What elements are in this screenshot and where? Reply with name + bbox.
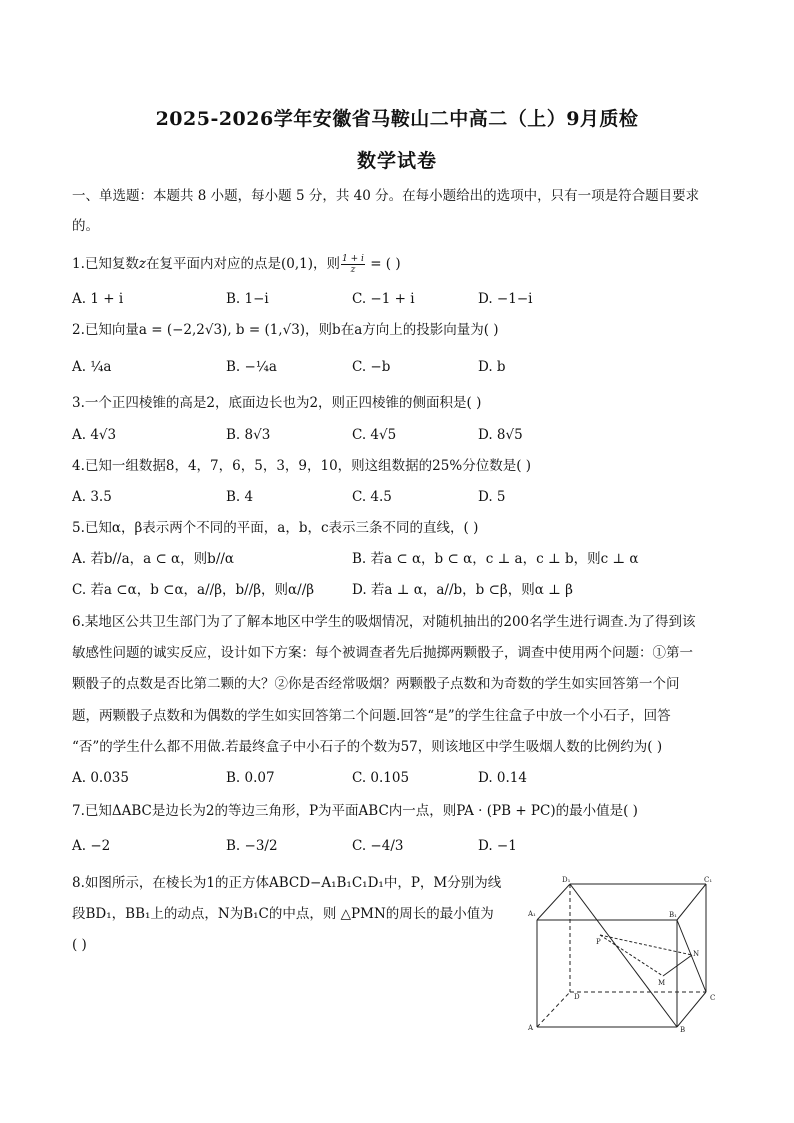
question-7-option-b: B. −3/2 bbox=[226, 838, 278, 854]
question-2-option-a: A. ¼a bbox=[72, 359, 112, 375]
label-a1: A₁ bbox=[528, 910, 536, 918]
question-1-stem: 1.已知复数z在复平面内对应的点是(0,1)，则 $\frac{1 + i}{z}$ = ( ) bbox=[72, 254, 401, 275]
question-7-option-d: D. −1 bbox=[478, 838, 517, 854]
fraction: $\frac{1 + i}{z}$ bbox=[342, 254, 364, 275]
question-4-option-b: B. 4 bbox=[226, 489, 254, 505]
question-2-option-c: C. −b bbox=[352, 359, 391, 375]
question-1-option-c: C. −1 + i bbox=[352, 291, 415, 307]
question-2-option-d: D. b bbox=[478, 359, 506, 375]
question-1-option-a: A. 1 + i bbox=[72, 291, 124, 307]
question-6-line-2: 敏感性问题的诚实反应，设计如下方案：每个被调查者先后抛掷两颗骰子，调查中使用两个问题：①第一 bbox=[72, 645, 693, 661]
question-6-option-a: A. 0.035 bbox=[72, 770, 129, 786]
section-intro-line2: 的。 bbox=[72, 218, 99, 234]
question-6-option-b: B. 0.07 bbox=[226, 770, 275, 786]
question-4-stem: 4.已知一组数据8，4，7，6，5，3，9，10，则这组数据的25%分位数是( ) bbox=[72, 458, 532, 474]
question-7-option-a: A. −2 bbox=[72, 838, 111, 854]
question-5-option-d: D. 若a ⊥ α，a//b，b ⊂β，则α ⊥ β bbox=[352, 582, 573, 598]
label-a: A bbox=[528, 1024, 534, 1032]
exam-subtitle: 数学试卷 bbox=[356, 150, 437, 172]
question-5-option-c: C. 若a ⊂α，b ⊂α，a//β，b//β，则α//β bbox=[72, 582, 315, 598]
question-5-option-b: B. 若a ⊂ α，b ⊂ α，c ⊥ a，c ⊥ b，则c ⊥ α bbox=[352, 551, 639, 567]
question-8-line-2: 段BD₁，BB₁上的动点，N为B₁C的中点，则 △PMN的周长的最小值为 bbox=[72, 906, 494, 922]
question-3-stem: 3.一个正四棱锥的高是2，底面边长也为2，则正四棱锥的侧面积是( ) bbox=[72, 395, 482, 411]
label-n: N bbox=[693, 950, 700, 958]
label-b: B bbox=[680, 1026, 686, 1034]
question-3-option-a: A. 4√3 bbox=[72, 427, 117, 443]
question-2-stem: 2.已知向量a = (−2,2√3), b = (1,√3)，则b在a方向上的投影向量为( ) bbox=[72, 322, 499, 338]
question-4-option-c: C. 4.5 bbox=[352, 489, 392, 505]
question-1-option-d: D. −1−i bbox=[478, 291, 533, 307]
label-d: D bbox=[574, 993, 580, 1001]
question-3-option-d: D. 8√5 bbox=[478, 427, 523, 443]
question-6-line-3: 颗骰子的点数是否比第二颗的大？②你是否经常吸烟？两颗骰子点数和为奇数的学生如实回答第一个问 bbox=[72, 676, 680, 692]
question-4-option-a: A. 3.5 bbox=[72, 489, 112, 505]
label-d1: D₁ bbox=[562, 876, 571, 884]
label-p: P bbox=[596, 938, 601, 946]
question-7-stem: 7.已知ΔABC是边长为2的等边三角形，P为平面ABC内一点，则PA · (PB + PC)的最小值是( ) bbox=[72, 803, 638, 819]
section-intro-line1: 一、单选题：本题共 8 小题，每小题 5 分，共 40 分。在每小题给出的选项中，只有一项是符合题目要求 bbox=[72, 188, 700, 204]
question-6-line-5: “否”的学生什么都不用做.若最终盒子中小石子的个数为57，则该地区中学生吸烟人数的比例约为( ) bbox=[72, 739, 663, 755]
question-1-option-b: B. 1−i bbox=[226, 291, 269, 307]
question-8-line-1: 8.如图所示，在棱长为1的正方体ABCD−A₁B₁C₁D₁中，P，M分别为线 bbox=[72, 875, 502, 891]
question-6-line-4: 题，两颗骰子点数和为偶数的学生如实回答第二个问题.回答“是”的学生往盒子中放一个小石子，回答 bbox=[72, 708, 671, 724]
question-6-option-c: C. 0.105 bbox=[352, 770, 410, 786]
question-8-line-3: ( ) bbox=[72, 937, 87, 953]
label-c1: C₁ bbox=[704, 876, 713, 884]
exam-title: 2025-2026学年安徽省马鞍山二中高二（上）9月质检 bbox=[155, 108, 639, 130]
label-c: C bbox=[710, 994, 716, 1002]
label-b1: B₁ bbox=[669, 911, 677, 919]
question-6-line-1: 6.某地区公共卫生部门为了了解本地区中学生的吸烟情况，对随机抽出的200名学生进行调查.为了得到该 bbox=[72, 614, 696, 630]
question-6-option-d: D. 0.14 bbox=[478, 770, 527, 786]
question-3-option-b: B. 8√3 bbox=[226, 427, 271, 443]
question-5-stem: 5.已知α，β表示两个不同的平面，a，b，c表示三条不同的直线，( ) bbox=[72, 520, 479, 536]
cube-figure bbox=[520, 872, 730, 1037]
question-5-option-a: A. 若b//a，a ⊂ α，则b//α bbox=[72, 551, 235, 567]
question-7-option-c: C. −4/3 bbox=[352, 838, 404, 854]
label-m: M bbox=[658, 979, 666, 987]
question-4-option-d: D. 5 bbox=[478, 489, 506, 505]
question-2-option-b: B. −¼a bbox=[226, 359, 277, 375]
question-3-option-c: C. 4√5 bbox=[352, 427, 397, 443]
cube-diagram bbox=[520, 872, 730, 1037]
